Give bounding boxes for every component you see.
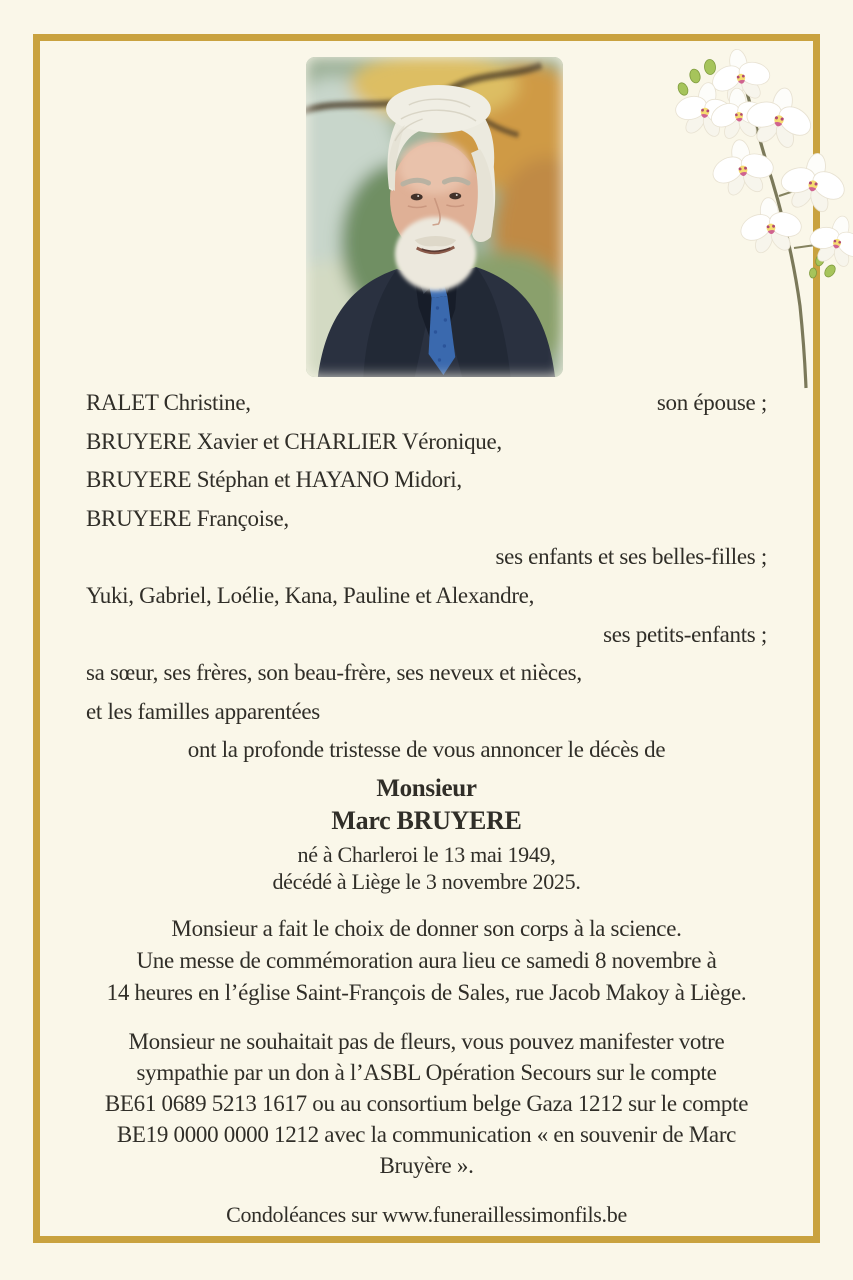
relation-label: son épouse ;: [656, 390, 767, 415]
ceremony-line: Une messe de commémoration aura lieu ce samedi 8 novembre à: [136, 948, 717, 973]
announcement-sentence: ont la profonde tristesse de vous annoncer le décès de: [187, 737, 666, 763]
deceased-name: Marc BRUYERE: [331, 806, 522, 835]
family-line: BRUYERE Françoise,: [86, 505, 289, 531]
orchid-svg: [653, 48, 853, 393]
family-line: et les familles apparentées: [86, 698, 320, 724]
portrait-svg: [306, 57, 563, 377]
deceased-section: [0, 774, 853, 895]
death-line: décédé à Liège le 3 novembre 2025.: [272, 869, 581, 894]
orchid-decoration: [653, 48, 853, 393]
family-line: BRUYERE Stéphan et HAYANO Midori,: [86, 467, 462, 493]
deceased-title: Monsieur: [376, 775, 477, 802]
family-line: BRUYERE Xavier et CHARLIER Véronique,: [86, 428, 502, 454]
family-member-name: RALET Christine,: [86, 390, 251, 415]
donations-section: [0, 1026, 853, 1181]
donations-line: BE61 0689 5213 1617 ou au consortium belge Gaza 1212 sur le compte: [104, 1091, 749, 1116]
family-announcement: [86, 384, 767, 770]
family-line: Yuki, Gabriel, Loélie, Kana, Pauline et Alexandre,: [86, 582, 535, 608]
portrait-photo: [306, 57, 563, 377]
donations-line: BE19 0000 0000 1212 avec la communication « en souvenir de Marc: [116, 1122, 737, 1147]
family-line: sa sœur, ses frères, son beau-frère, ses neveux et nièces,: [86, 660, 582, 686]
condolences-line: Condoléances sur www.funeraillessimonfils.be: [226, 1202, 627, 1227]
birth-line: né à Charleroi le 13 mai 1949,: [297, 842, 556, 867]
donations-line: Monsieur ne souhaitait pas de fleurs, vous pouvez manifester votre: [128, 1029, 725, 1054]
donations-line: sympathie par un don à l’ASBL Opération Secours sur le compte: [136, 1060, 717, 1085]
family-line: [86, 384, 767, 423]
relation-label: ses enfants et ses belles-filles ;: [495, 544, 767, 570]
ceremony-line: Monsieur a fait le choix de donner son corps à la science.: [171, 916, 682, 941]
ceremony-section: [0, 913, 853, 1009]
ceremony-line: 14 heures en l’église Saint-François de Sales, rue Jacob Makoy à Liège.: [106, 980, 747, 1005]
donations-line: Bruyère ».: [379, 1153, 474, 1178]
relation-label: ses petits-enfants ;: [603, 621, 767, 647]
